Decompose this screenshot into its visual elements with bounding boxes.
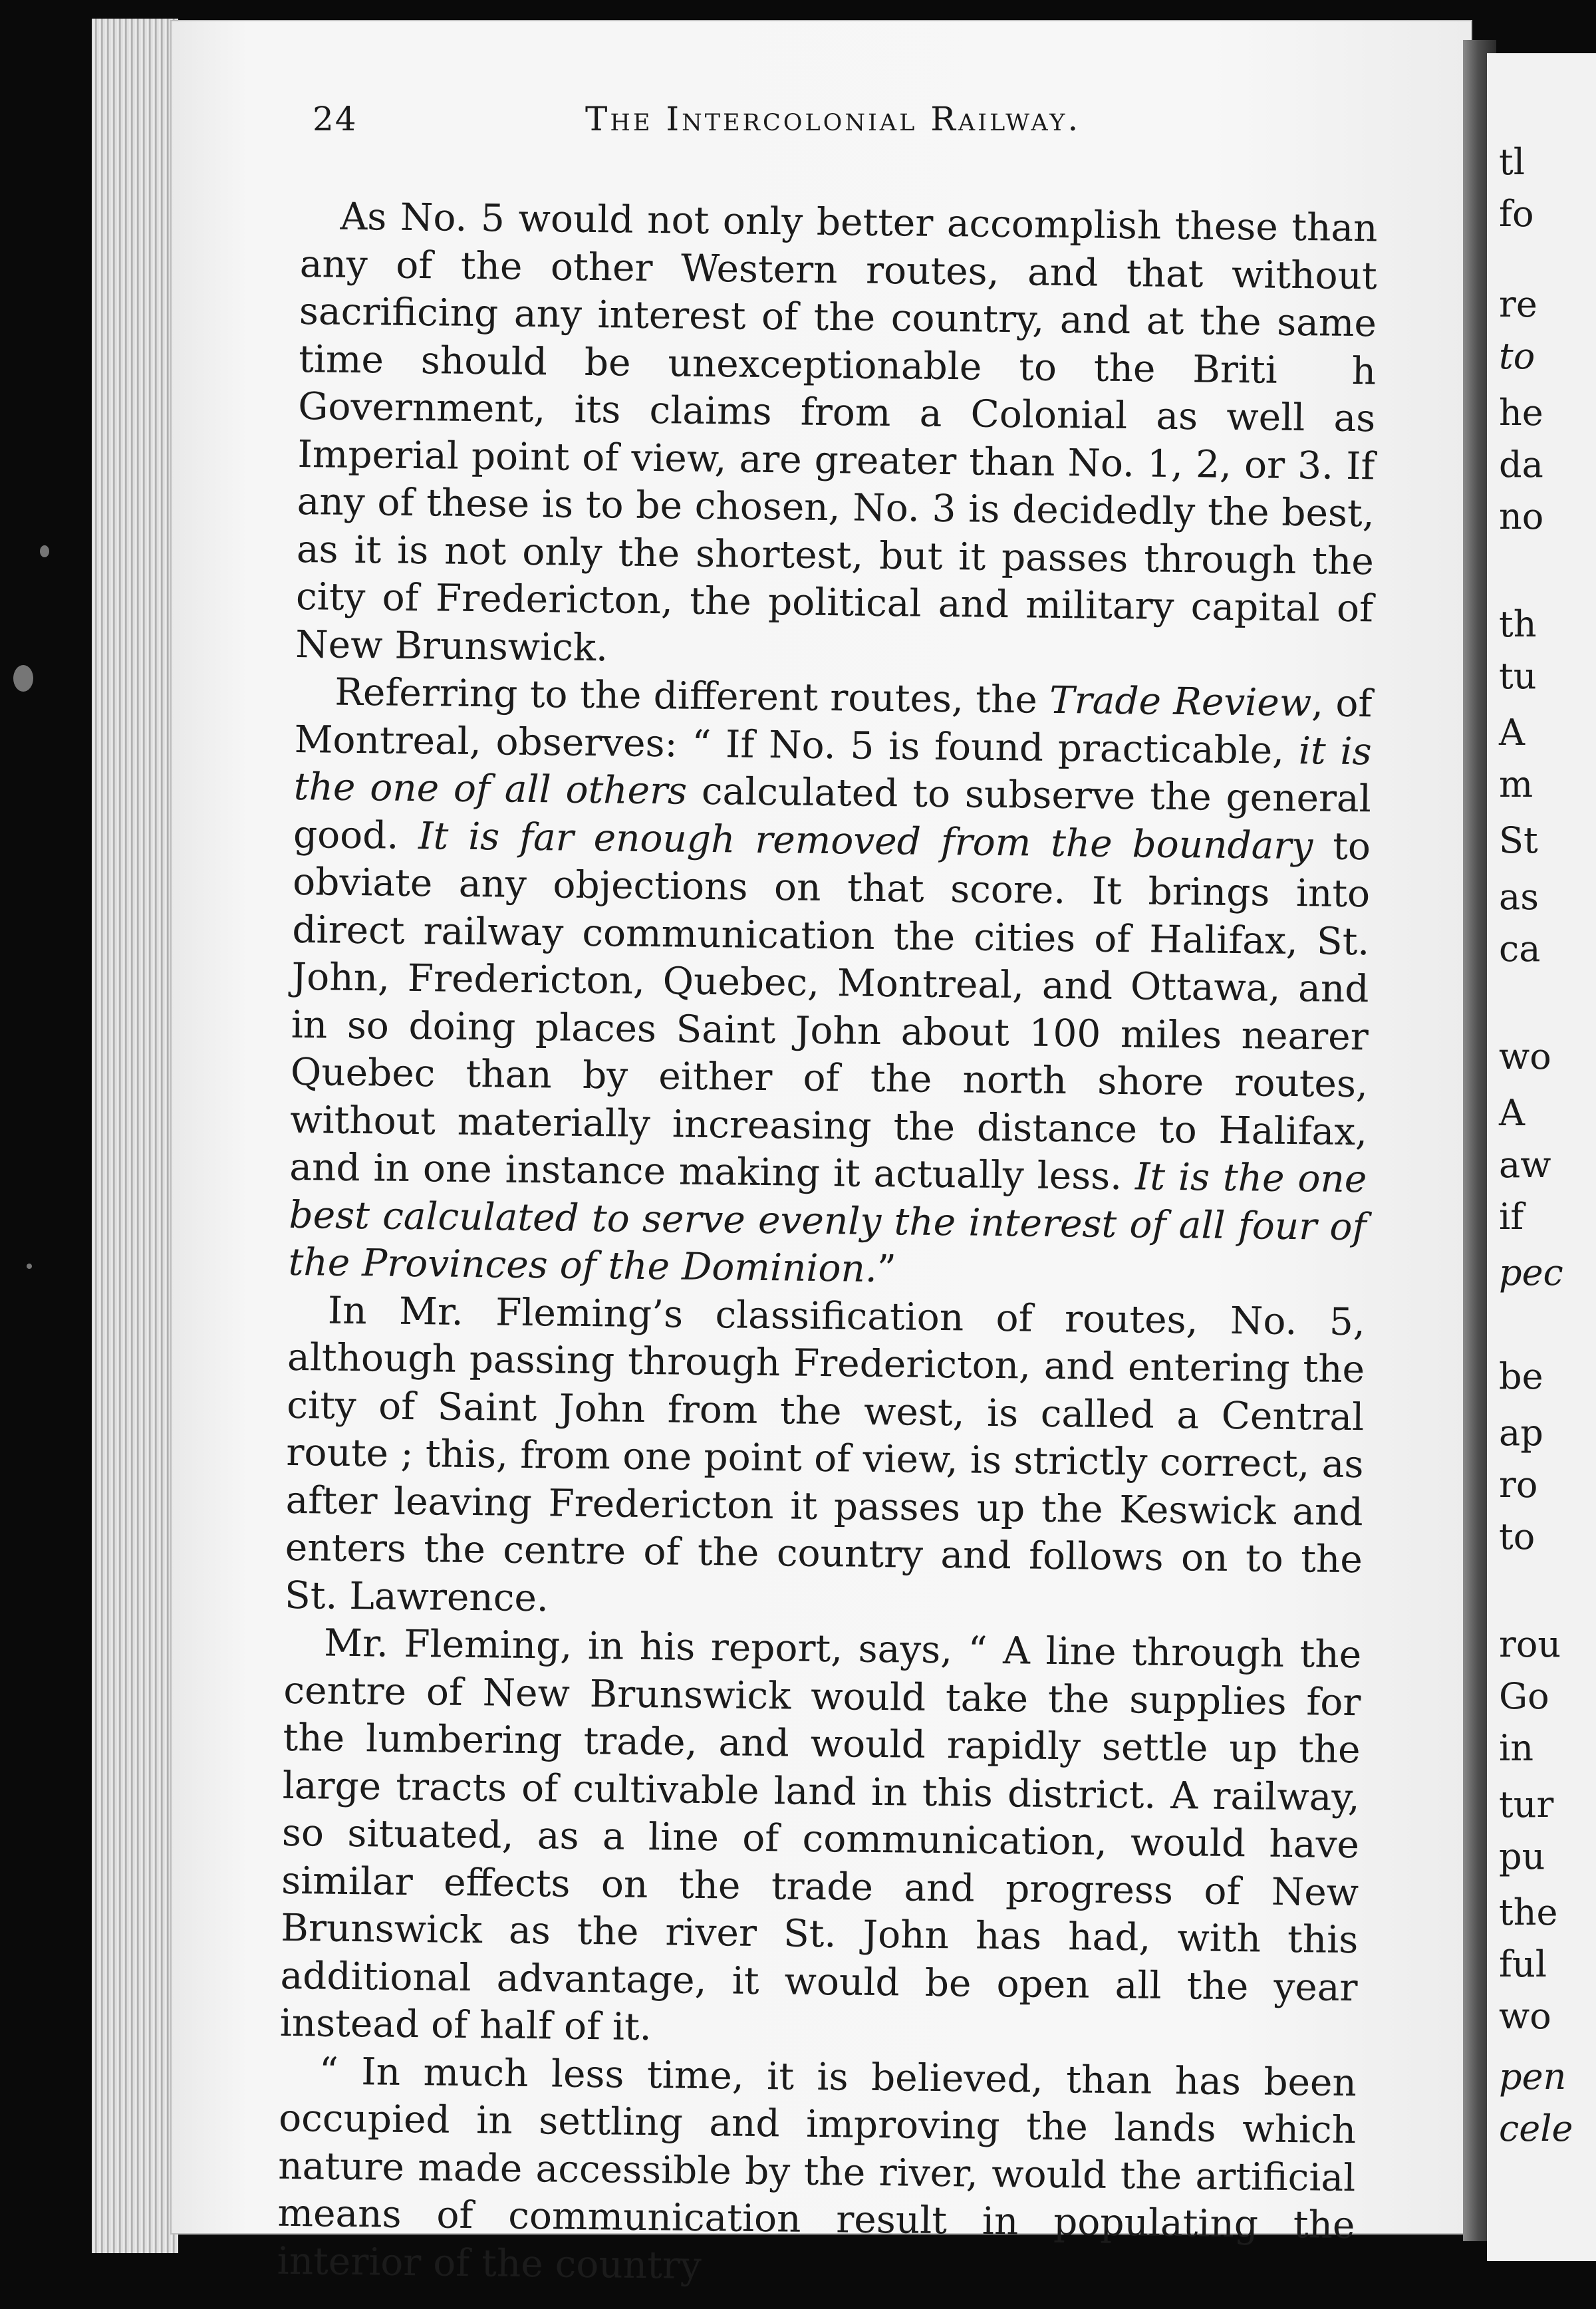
page-number: 24 <box>313 100 358 138</box>
facing-page-fragment: cele <box>1499 2107 1573 2149</box>
paragraph <box>288 668 1372 1299</box>
text-run: ” <box>876 1247 897 1291</box>
facing-page-fragment: A <box>1499 711 1525 753</box>
film-speck <box>13 665 33 692</box>
facing-page-fragment: m <box>1499 763 1533 805</box>
page-header <box>313 100 1137 146</box>
facing-page-fragment: as <box>1499 875 1539 918</box>
italic-run: Trade Review <box>1049 678 1312 726</box>
facing-page-fragment: Go <box>1499 1675 1549 1717</box>
text-run: calculated to subserve the general good. <box>293 769 1372 858</box>
facing-page-fragment: tu <box>1499 655 1537 697</box>
facing-page-fragment: no <box>1499 495 1544 537</box>
facing-page-fragment: tl <box>1499 140 1525 183</box>
paragraph <box>285 1286 1366 1631</box>
facing-page-fragment: da <box>1499 443 1543 485</box>
text-run: , of Montreal, observes: “ If No. 5 is found practicable, <box>294 682 1373 773</box>
facing-page-fragment: A <box>1499 1091 1525 1134</box>
facing-page-fragment: th <box>1499 603 1537 645</box>
text-run: Referring to the different routes, the <box>334 670 1050 722</box>
facing-page-fragment: wo <box>1499 1995 1551 2037</box>
facing-page-sliver <box>1487 53 1596 2261</box>
paragraph <box>295 193 1378 680</box>
facing-page-fragment: pec <box>1499 1252 1563 1293</box>
facing-page-fragment: ca <box>1499 927 1541 970</box>
facing-page-fragment: ap <box>1499 1411 1543 1454</box>
facing-page-fragment: pen <box>1499 2056 1567 2098</box>
page-stack-edges <box>92 19 178 2253</box>
facing-page-fragment: he <box>1499 391 1543 434</box>
facing-page-fragment: ful <box>1499 1943 1547 1985</box>
facing-page-fragment: tur <box>1499 1783 1554 1826</box>
paragraph <box>279 1619 1361 2060</box>
facing-page-fragment: if <box>1499 1195 1524 1238</box>
film-speck <box>27 1264 32 1269</box>
facing-page-fragment: wo <box>1499 1035 1551 1077</box>
facing-page-fragment: rou <box>1499 1623 1561 1665</box>
text-run: In Mr. Fleming’s classification of routes, No. 5, although passing through Fredericton, and entering the city of Saint John from the west, is called a Central route ; this, from one point of view, is strictly correct, as after leaving Fredericton it passes up the Keswick and enters the centre of the country and follows on to the St. Lawrence. <box>284 1289 1366 1620</box>
facing-page-fragment: to <box>1499 335 1535 377</box>
text-run: “ In much less time, it is believed, than has been occupied in settling and improving the lands which nature made accessible by the river, would the artificial means of communication result in populating the interior of the country <box>277 2050 1357 2288</box>
facing-page-fragment: ro <box>1499 1463 1538 1506</box>
facing-page-fragment: in <box>1499 1727 1534 1769</box>
facing-page-fragment: aw <box>1499 1143 1551 1186</box>
text-run: Mr. Fleming, in his report, says, “ A line through the centre of New Brunswick would take the supplies for the lumbering trade, and would rapidly settle up the large tracts of cultivable land in this district. A railway, so situated, as a line of communication, would have similar effects on the trade and progress of New Brunswick as the river St. John has had, with this additional advantage, it would be open all the year instead of half of it. <box>279 1621 1362 2050</box>
body-text <box>277 193 1378 2297</box>
facing-page-fragment: pu <box>1499 1835 1545 1877</box>
paragraph <box>277 2047 1357 2297</box>
film-speck <box>40 545 49 557</box>
text-run: to obviate any objections on that score. It brings into direct railway communication the cities of Halifax, St. John, Fredericton, Quebec, Montreal, and Ottawa, and in so doing places Saint John about 100 miles nearer Quebec than by either of the north shore routes, without materially increasing the distance to Halifax, and in one instance making it actually less. <box>289 824 1371 1199</box>
italic-run: It is far enough removed from the boundary <box>418 814 1313 868</box>
facing-page-fragment: fo <box>1499 192 1534 235</box>
running-title: The Intercolonial Railway. <box>585 100 1081 138</box>
italic-run: it is the one of all others <box>293 729 1372 813</box>
italic-run: It is the one best calculated to serve evenly the interest of all four of the Provinces of the Dominion. <box>288 1155 1367 1291</box>
facing-page-fragment: St <box>1499 819 1538 861</box>
facing-page-fragment: to <box>1499 1515 1535 1558</box>
facing-page-fragment: the <box>1499 1891 1558 1933</box>
facing-page-fragment: re <box>1499 283 1537 325</box>
text-run: As No. 5 would not only better accomplish these than any of the other Western routes, and that without sacrificing any interest of the country, and at the same time should be unexceptionable to the Briti h Government, its claims from a Colonial as well as Imperial point of view, are greater than No. 1, 2, or 3. If any of these is to be chosen, No. 3 is decidedly the best, as it is not only the shortest, but it passes through the city of Fredericton, the political and military capital of New Brunswick. <box>295 195 1378 670</box>
facing-page-fragment: be <box>1499 1355 1543 1397</box>
